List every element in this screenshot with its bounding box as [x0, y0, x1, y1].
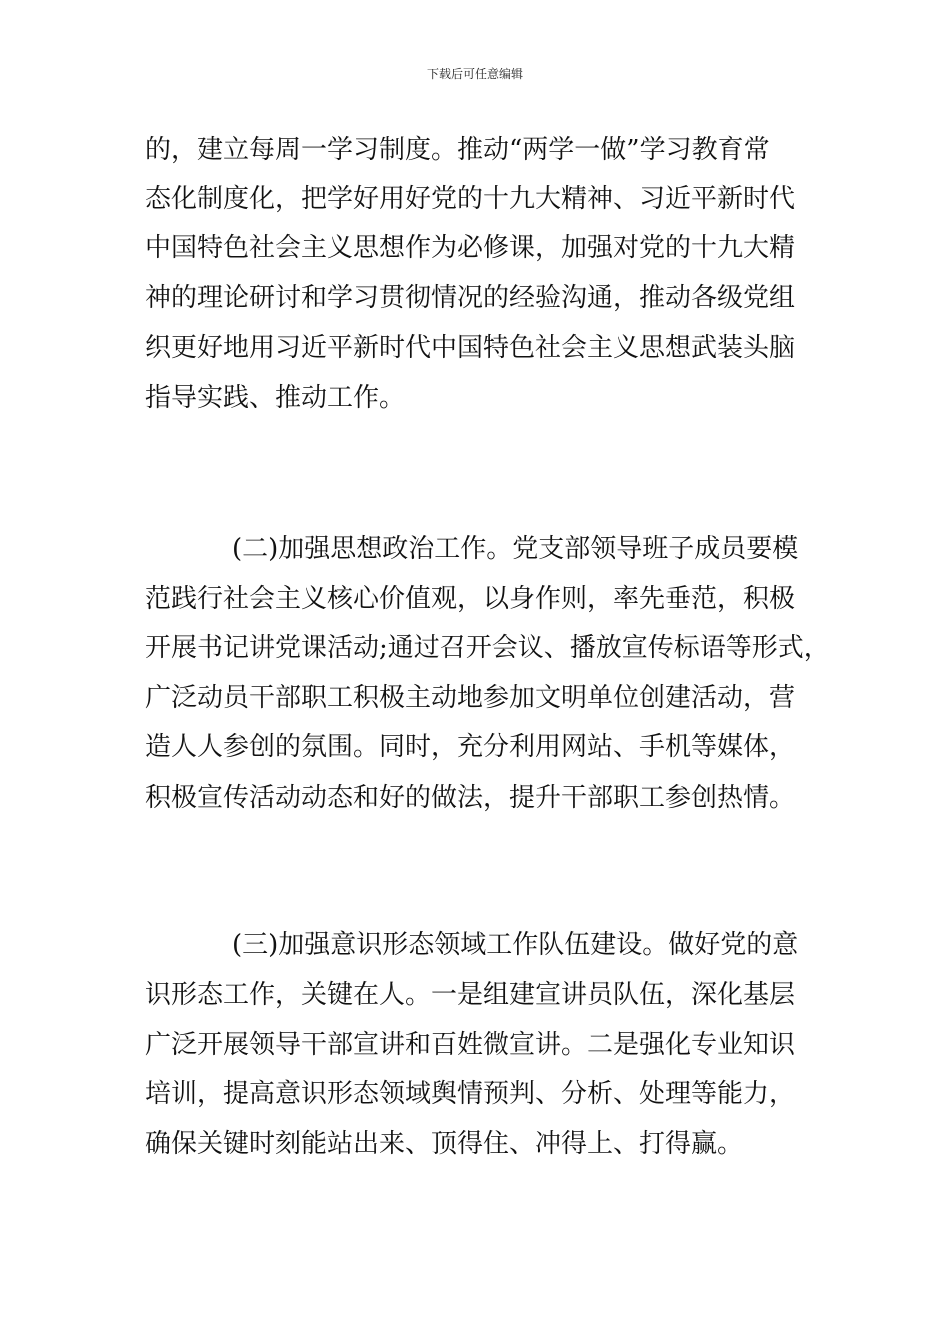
paragraph-1-line-3: 中国特色社会主义思想作为必修课，加强对党的十九大精 — [145, 233, 796, 263]
paragraph-2-line-2: 范践行社会主义核心价值观，以身作则，率先垂范，积极 — [145, 584, 796, 614]
paragraph-2-line-5: 造人人参创的氛围。同时，充分利用网站、手机等媒体， — [145, 732, 796, 762]
paragraph-3-line-1: (三)加强意识形态领域工作队伍建设。做好党的意 — [232, 930, 799, 960]
paragraph-2-line-4: 广泛动员干部职工积极主动地参加文明单位创建活动，营 — [145, 683, 796, 713]
paragraph-2-line-1: (二)加强思想政治工作。党支部领导班子成员要模 — [232, 534, 799, 564]
paragraph-1-line-1: 的，建立每周一学习制度。推动“两学一做”学习教育常 — [145, 135, 770, 165]
paragraph-2-line-6: 积极宣传活动动态和好的做法，提升干部职工参创热情。 — [145, 783, 796, 813]
page-header: 下载后可任意编辑 — [426, 67, 523, 81]
paragraph-2-line-3: 开展书记讲党课活动;通过召开会议、播放宣传标语等形式， — [145, 633, 830, 663]
paragraph-1-line-2: 态化制度化，把学好用好党的十九大精神、习近平新时代 — [145, 184, 796, 214]
paragraph-3-line-2: 识形态工作，关键在人。一是组建宣讲员队伍，深化基层 — [145, 980, 796, 1010]
paragraph-3-line-3: 广泛开展领导干部宣讲和百姓微宣讲。二是强化专业知识 — [145, 1030, 796, 1060]
paragraph-1-line-4: 神的理论研讨和学习贯彻情况的经验沟通，推动各级党组 — [145, 283, 796, 313]
paragraph-3-line-4: 培训，提高意识形态领域舆情预判、分析、处理等能力， — [145, 1079, 796, 1109]
paragraph-1-line-5: 织更好地用习近平新时代中国特色社会主义思想武装头脑 — [145, 333, 796, 363]
paragraph-1-line-6: 指导实践、推动工作。 — [145, 383, 406, 413]
paragraph-3-line-5: 确保关键时刻能站出来、顶得住、冲得上、打得赢。 — [145, 1129, 744, 1159]
